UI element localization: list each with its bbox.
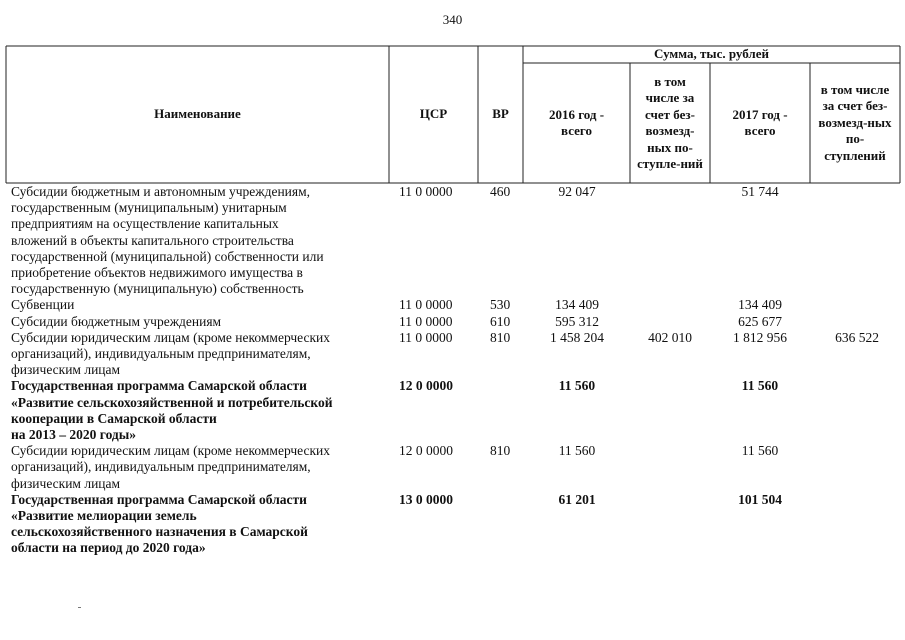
row-name-line: вложений в объекты капитального строительства bbox=[11, 232, 294, 248]
table-row bbox=[0, 314, 905, 330]
row-2017-total: 11 560 bbox=[741, 378, 779, 394]
row-2016-free: 402 010 bbox=[648, 329, 692, 345]
row-vr: 610 bbox=[490, 313, 511, 329]
row-csr: 11 0 0000 bbox=[399, 297, 453, 313]
table-row bbox=[0, 297, 905, 313]
row-vr: 810 bbox=[490, 329, 511, 345]
row-2017-total: 625 677 bbox=[738, 313, 782, 329]
row-name-line: сельскохозяйственного назначения в Самарской bbox=[11, 524, 308, 540]
table-row bbox=[0, 443, 905, 492]
row-name bbox=[11, 314, 389, 330]
row-name-line: физическим лицам bbox=[11, 475, 121, 491]
row-csr: 11 0 0000 bbox=[399, 329, 453, 345]
header-2016-free: в том числе за счет без-возмезд-ных по-ступле-ний bbox=[637, 73, 703, 171]
row-csr: 12 0 0000 bbox=[399, 378, 453, 394]
row-name-line: государственным (муниципальным) унитарным bbox=[11, 200, 287, 216]
row-name-line: организаций), индивидуальным предпринимателям, bbox=[11, 459, 311, 475]
table-body bbox=[0, 184, 905, 557]
row-name bbox=[11, 443, 389, 492]
row-name-line: области на период до 2020 года» bbox=[11, 540, 206, 556]
row-name bbox=[11, 492, 389, 557]
row-vr: 460 bbox=[490, 184, 511, 199]
row-2016-total: 11 560 bbox=[558, 378, 596, 394]
row-name-line: на 2013 – 2020 годы» bbox=[11, 427, 137, 443]
page-number: 340 bbox=[442, 12, 463, 27]
row-name-line: кооперации в Самарской области bbox=[11, 410, 217, 426]
row-name bbox=[11, 330, 389, 379]
row-name-line: Субсидии бюджетным и автономным учреждениям, bbox=[11, 184, 311, 199]
row-name-line: Государственная программа Самарской области bbox=[11, 378, 307, 394]
row-name-line: Государственная программа Самарской области bbox=[11, 491, 307, 507]
row-2017-total: 51 744 bbox=[741, 184, 779, 199]
table-header bbox=[0, 0, 905, 184]
header-2016-total: 2016 год - всего bbox=[548, 106, 605, 138]
table-row bbox=[0, 184, 905, 297]
row-2016-total: 92 047 bbox=[558, 184, 596, 199]
row-name-line: «Развитие мелиорации земель bbox=[11, 508, 197, 524]
row-name bbox=[11, 378, 389, 443]
row-name-line: государственной (муниципальной) собственности или bbox=[11, 248, 324, 264]
row-name-line: Субвенции bbox=[11, 297, 75, 313]
row-name-line: государственную (муниципальную) собственность bbox=[11, 281, 304, 297]
row-csr: 12 0 0000 bbox=[399, 443, 453, 459]
row-name-line: Субсидии бюджетным учреждениям bbox=[11, 313, 222, 329]
row-2016-total: 61 201 bbox=[558, 491, 596, 507]
row-name-line: физическим лицам bbox=[11, 362, 121, 378]
row-name bbox=[11, 297, 389, 313]
table-row bbox=[0, 378, 905, 443]
row-2017-total: 134 409 bbox=[738, 297, 782, 313]
table-row bbox=[0, 330, 905, 379]
row-2017-total: 1 812 956 bbox=[733, 329, 787, 345]
header-vr: ВР bbox=[492, 106, 509, 122]
row-2017-total: 11 560 bbox=[741, 443, 779, 459]
header-sum-group: Сумма, тыс. рублей bbox=[654, 46, 769, 62]
row-vr: 530 bbox=[490, 297, 511, 313]
scan-speck bbox=[78, 607, 81, 608]
row-2016-total: 595 312 bbox=[555, 313, 599, 329]
header-2017-free: в том числе за счет без-возмезд-ных по-ступлений bbox=[818, 81, 892, 163]
row-name-line: Субсидии юридическим лицам (кроме некоммерческих bbox=[11, 329, 331, 345]
row-csr: 11 0 0000 bbox=[399, 313, 453, 329]
header-2017-total: 2017 год - всего bbox=[732, 106, 788, 138]
row-2017-total: 101 504 bbox=[738, 491, 782, 507]
row-name-line: приобретение объектов недвижимого имущества в bbox=[11, 265, 303, 281]
row-name-line: «Развитие сельскохозяйственной и потребительской bbox=[11, 394, 333, 410]
row-2016-total: 11 560 bbox=[558, 443, 596, 459]
row-2017-free: 636 522 bbox=[835, 329, 879, 345]
row-name bbox=[11, 184, 389, 297]
header-name: Наименование bbox=[154, 106, 241, 122]
header-csr: ЦСР bbox=[419, 106, 448, 122]
row-vr: 810 bbox=[490, 443, 511, 459]
row-name-line: организаций), индивидуальным предпринимателям, bbox=[11, 346, 311, 362]
row-2016-total: 1 458 204 bbox=[550, 329, 604, 345]
row-name-line: предприятиям на осуществление капитальных bbox=[11, 216, 279, 232]
table-row bbox=[0, 492, 905, 557]
row-csr: 13 0 0000 bbox=[399, 491, 453, 507]
row-name-line: Субсидии юридическим лицам (кроме некоммерческих bbox=[11, 443, 331, 459]
row-csr: 11 0 0000 bbox=[399, 184, 453, 199]
row-2016-total: 134 409 bbox=[555, 297, 599, 313]
